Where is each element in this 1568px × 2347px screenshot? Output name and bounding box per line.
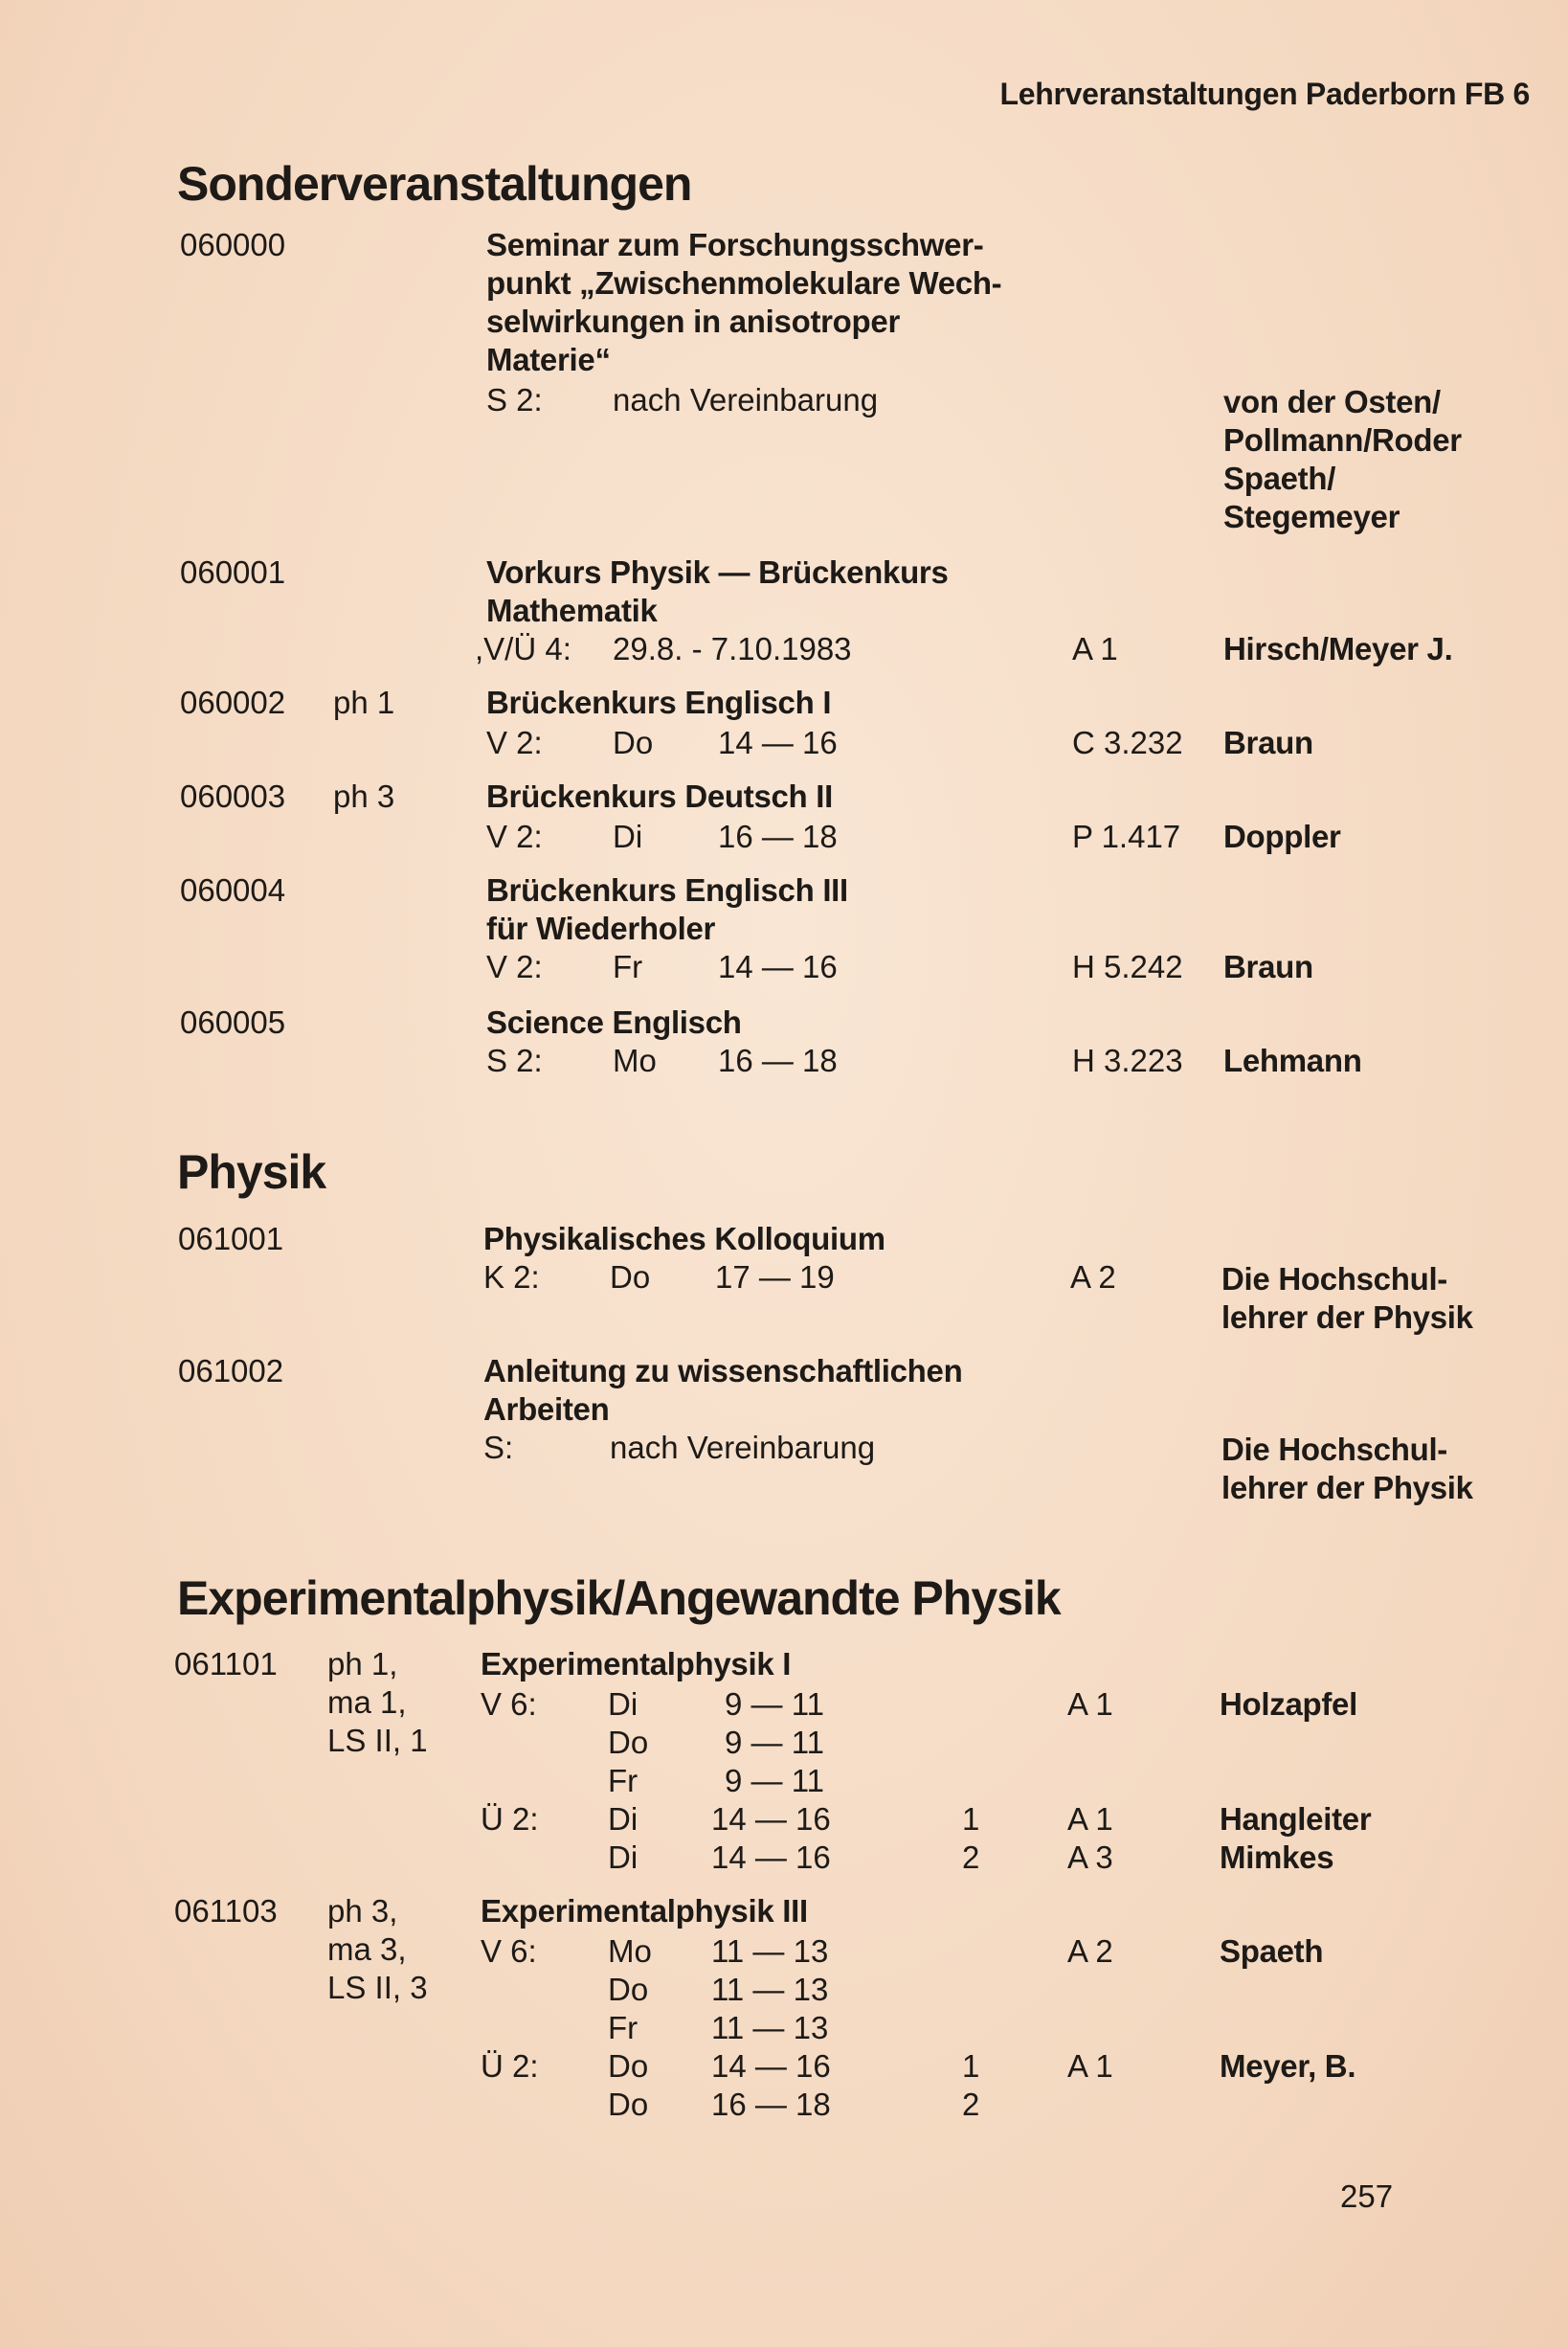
- course-number: 060002: [180, 685, 286, 720]
- lecturer: Braun: [1223, 949, 1313, 984]
- course-target: ph 1: [333, 685, 395, 720]
- lecturer: Lehmann: [1223, 1043, 1362, 1078]
- lecturer: Hirsch/Meyer J.: [1223, 631, 1453, 666]
- session-day: Fr: [608, 2010, 638, 2045]
- session-type: V 2:: [486, 819, 543, 854]
- session-day: Do: [608, 1972, 649, 2007]
- course-number: 060005: [180, 1004, 286, 1040]
- session-room: A 3: [1067, 1839, 1113, 1875]
- course-number: 061002: [178, 1353, 284, 1388]
- session-room: P 1.417: [1072, 819, 1181, 854]
- session-day: Fr: [613, 949, 643, 984]
- lecturer: Doppler: [1223, 819, 1341, 854]
- course-title: Seminar zum Forschungsschwer-: [486, 227, 984, 262]
- section-title-sonderveranstaltungen: Sonderveranstaltungen: [177, 157, 692, 211]
- running-header: Lehrveranstaltungen Paderborn FB 6: [999, 77, 1530, 111]
- session-time: 16 — 18: [711, 2087, 831, 2122]
- session-room: A 2: [1067, 1933, 1113, 1969]
- session-type: V 2:: [486, 725, 543, 760]
- session-room: A 1: [1067, 2048, 1113, 2084]
- session-type: S 2:: [486, 1043, 543, 1078]
- session-room: H 5.242: [1072, 949, 1183, 984]
- course-title: Brückenkurs Deutsch II: [486, 779, 834, 814]
- course-target: ph 3: [333, 779, 395, 814]
- session-room: A 1: [1067, 1801, 1113, 1837]
- session-type: S:: [483, 1430, 514, 1465]
- session-time: 16 — 18: [718, 1043, 838, 1078]
- lecturer: Mimkes: [1220, 1839, 1334, 1875]
- session-group: 2: [962, 2087, 980, 2122]
- session-time: 9 — 11: [725, 1725, 824, 1760]
- lecturer: Spaeth/: [1223, 461, 1336, 496]
- session-day: 29.8. - 7.10.1983: [613, 631, 852, 666]
- session-day: Di: [613, 819, 643, 854]
- session-time: 14 — 16: [718, 949, 838, 984]
- session-day: Do: [613, 725, 654, 760]
- lecturer: Meyer, B.: [1220, 2048, 1356, 2084]
- course-target: LS II, 3: [327, 1970, 428, 2005]
- session-day: Di: [608, 1686, 638, 1722]
- session-type: K 2:: [483, 1259, 540, 1295]
- page-number: 257: [1340, 2178, 1394, 2214]
- session-room: A 2: [1070, 1259, 1116, 1295]
- session-room: A 1: [1072, 631, 1118, 666]
- lecturer: von der Osten/: [1223, 384, 1441, 419]
- lecturer: lehrer der Physik: [1221, 1299, 1473, 1335]
- session-time: 14 — 16: [711, 1801, 831, 1837]
- session-day: Do: [608, 2048, 649, 2084]
- course-number: 060003: [180, 779, 286, 814]
- session-day: Do: [610, 1259, 651, 1295]
- course-title: Mathematik: [486, 593, 658, 628]
- session-room: H 3.223: [1072, 1043, 1183, 1078]
- session-type: V 6:: [481, 1933, 537, 1969]
- course-title: Materie“: [486, 342, 611, 377]
- lecturer: Braun: [1223, 725, 1313, 760]
- session-group: 1: [962, 1801, 980, 1837]
- session-time: 11 — 13: [711, 2010, 829, 2045]
- session-type: V 6:: [481, 1686, 537, 1722]
- session-type: Ü 2:: [481, 2048, 539, 2084]
- course-target: ma 3,: [327, 1931, 407, 1967]
- session-day: Mo: [613, 1043, 657, 1078]
- session-time: 11 — 13: [711, 1972, 829, 2007]
- course-title: Science Englisch: [486, 1004, 742, 1040]
- session-day: nach Vereinbarung: [613, 382, 879, 417]
- course-title: für Wiederholer: [486, 911, 716, 946]
- session-day: Mo: [608, 1933, 652, 1969]
- session-type: Ü 2:: [481, 1801, 539, 1837]
- session-day: Fr: [608, 1763, 638, 1798]
- lecturer: Spaeth: [1220, 1933, 1324, 1969]
- session-day: Do: [608, 2087, 649, 2122]
- course-target: ma 1,: [327, 1684, 407, 1720]
- session-time: 14 — 16: [711, 1839, 831, 1875]
- session-type: ,V/Ü 4:: [475, 631, 571, 666]
- session-group: 2: [962, 1839, 980, 1875]
- lecturer: Stegemeyer: [1223, 499, 1400, 534]
- course-number: 061103: [174, 1893, 278, 1929]
- section-title-physik: Physik: [177, 1145, 326, 1199]
- session-time: 11 — 13: [711, 1933, 829, 1969]
- course-title: Brückenkurs Englisch I: [486, 685, 832, 720]
- course-title: Experimentalphysik III: [481, 1893, 808, 1929]
- course-title: Vorkurs Physik — Brückenkurs: [486, 554, 949, 590]
- session-time: 14 — 16: [711, 2048, 831, 2084]
- course-number: 060000: [180, 227, 286, 262]
- course-number: 060001: [180, 554, 286, 590]
- course-title: punkt „Zwischenmolekulare Wech-: [486, 265, 1002, 301]
- course-title: selwirkungen in anisotroper: [486, 304, 900, 339]
- session-room: A 1: [1067, 1686, 1113, 1722]
- course-number: 061101: [174, 1646, 278, 1681]
- course-target: ph 1,: [327, 1646, 398, 1681]
- session-group: 1: [962, 2048, 980, 2084]
- session-time: 17 — 19: [715, 1259, 835, 1295]
- session-time: 9 — 11: [725, 1763, 824, 1798]
- session-room: C 3.232: [1072, 725, 1183, 760]
- lecturer: lehrer der Physik: [1221, 1470, 1473, 1505]
- course-number: 060004: [180, 872, 286, 908]
- session-day: nach Vereinbarung: [610, 1430, 876, 1465]
- lecturer: Die Hochschul-: [1221, 1432, 1448, 1467]
- course-title: Arbeiten: [483, 1391, 610, 1427]
- course-number: 061001: [178, 1221, 284, 1256]
- course-title: Anleitung zu wissenschaftlichen: [483, 1353, 963, 1388]
- course-title: Brückenkurs Englisch III: [486, 872, 848, 908]
- course-title: Experimentalphysik I: [481, 1646, 792, 1681]
- session-time: 9 — 11: [725, 1686, 824, 1722]
- course-target: ph 3,: [327, 1893, 398, 1929]
- lecturer: Hangleiter: [1220, 1801, 1372, 1837]
- course-title: Physikalisches Kolloquium: [483, 1221, 885, 1256]
- session-type: V 2:: [486, 949, 543, 984]
- session-time: 14 — 16: [718, 725, 838, 760]
- lecturer: Holzapfel: [1220, 1686, 1357, 1722]
- session-day: Do: [608, 1725, 649, 1760]
- lecturer: Pollmann/Roder: [1223, 422, 1462, 458]
- session-day: Di: [608, 1801, 638, 1837]
- session-day: Di: [608, 1839, 638, 1875]
- course-target: LS II, 1: [327, 1723, 428, 1758]
- lecturer: Die Hochschul-: [1221, 1261, 1448, 1297]
- section-title-experimentalphysik: Experimentalphysik/Angewandte Physik: [177, 1571, 1061, 1625]
- session-time: 16 — 18: [718, 819, 838, 854]
- session-type: S 2:: [486, 382, 543, 417]
